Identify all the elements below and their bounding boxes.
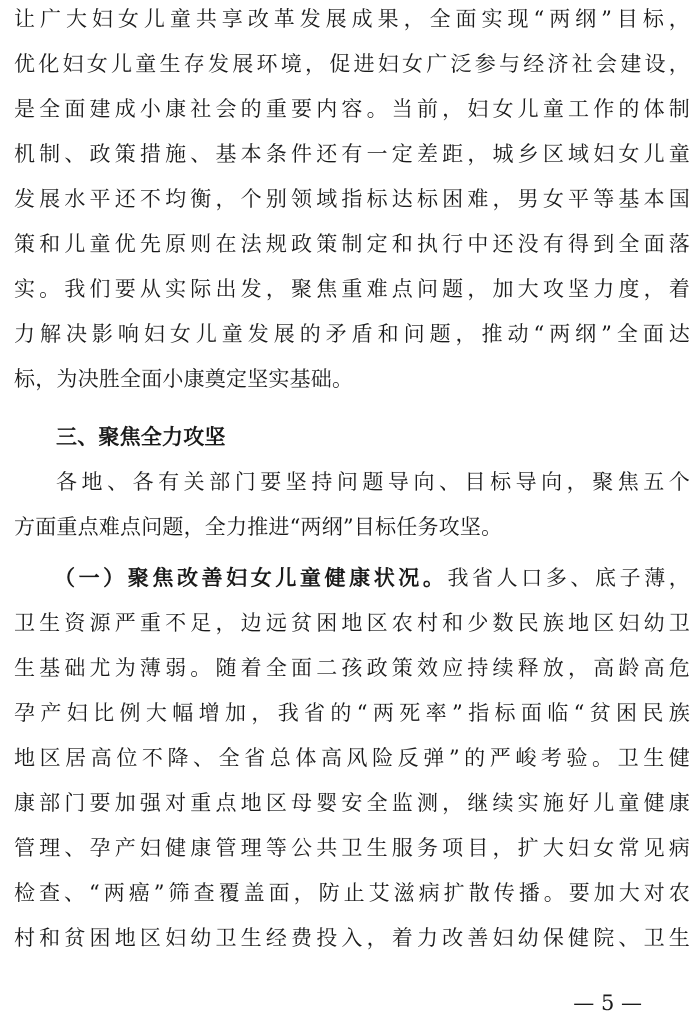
paragraph-3-line-8: 检查、“两癌”筛查覆盖面，防止艾滋病扩散传播。要加大对农	[14, 881, 690, 905]
paragraph-2-line-2: 方面重点难点问题，全力推进“两纲”目标任务攻坚。	[14, 515, 503, 539]
subsection-heading: （一）聚焦改善妇女儿童健康状况。	[54, 565, 448, 590]
paragraph-3-lead-text: 我省人口多、底子薄，	[447, 566, 690, 590]
paragraph-1-line-1: 让广大妇女儿童共享改革发展成果，全面实现“两纲”目标，	[14, 7, 690, 31]
paragraph-1-line-4: 机制、政策措施、基本条件还有一定差距，城乡区域妇女儿童	[14, 142, 690, 166]
paragraph-1-line-8: 力解决影响妇女儿童发展的矛盾和问题，推动“两纲”全面达	[14, 322, 690, 346]
paragraph-1-line-2: 优化妇女儿童生存发展环境，促进妇女广泛参与经济社会建设，	[14, 52, 690, 76]
paragraph-1-line-5: 发展水平还不均衡，个别领域指标达标困难，男女平等基本国	[14, 187, 690, 211]
paragraph-3-line-4: 孕产妇比例大幅增加，我省的“两死率”指标面临“贫困民族	[14, 701, 690, 725]
paragraph-1-line-6: 策和儿童优先原则在法规政策制定和执行中还没有得到全面落	[14, 232, 690, 256]
paragraph-3-line-2: 卫生资源严重不足，边远贫困地区农村和少数民族地区妇幼卫	[14, 611, 690, 635]
paragraph-1-line-9: 标，为决胜全面小康奠定坚实基础。	[14, 367, 354, 391]
paragraph-3-line-9: 村和贫困地区妇幼卫生经费投入，着力改善妇幼保健院、卫生	[14, 926, 690, 950]
section-heading: 三、聚焦全力攻坚	[56, 425, 226, 449]
paragraph-3-line-3: 生基础尤为薄弱。随着全面二孩政策效应持续释放，高龄高危	[14, 656, 690, 680]
paragraph-2-line-1: 各地、各有关部门要坚持问题导向、目标导向，聚焦五个	[56, 470, 690, 494]
paragraph-3-line-7: 管理、孕产妇健康管理等公共卫生服务项目，扩大妇女常见病	[14, 836, 690, 860]
paragraph-3-line-6: 康部门要加强对重点地区母婴安全监测，继续实施好儿童健康	[14, 791, 690, 815]
page-number: — 5 —	[573, 991, 642, 1015]
paragraph-3-line-5: 地区居高位不降、全省总体高风险反弹”的严峻考验。卫生健	[14, 746, 690, 770]
paragraph-3-line-1	[54, 563, 690, 593]
paragraph-1-line-3: 是全面建成小康社会的重要内容。当前，妇女儿童工作的体制	[14, 97, 690, 121]
paragraph-1-line-7: 实。我们要从实际出发，聚焦重难点问题，加大攻坚力度，着	[14, 277, 690, 301]
